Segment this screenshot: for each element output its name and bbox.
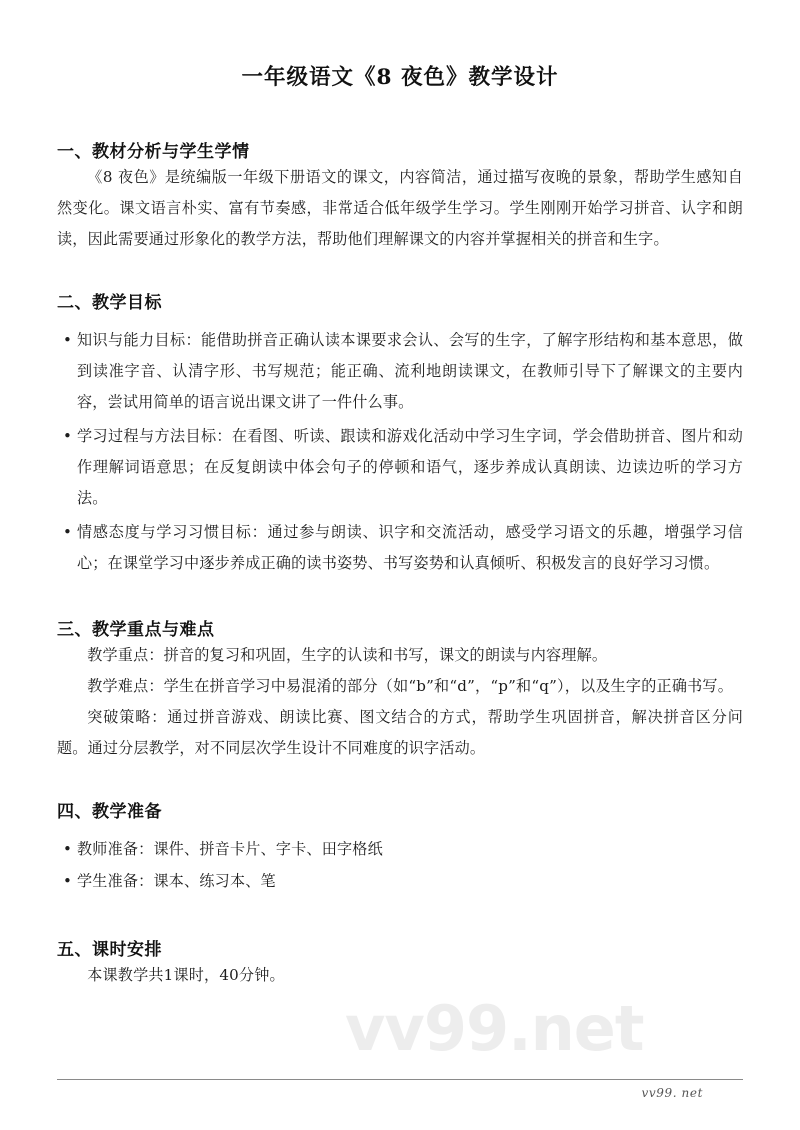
section-heading-schedule: 五、课时安排 [57, 940, 162, 960]
teaching-difficulty-paragraph: 教学难点：学生在拼音学习中易混淆的部分（如“b”和“d”，“p”和“q”），以及生字的正确书写。 [87, 677, 733, 695]
analysis-paragraph: 《8 夜色》是统编版一年级下册语文的课文，内容简洁，通过描写夜晚的景象，帮助学生感知自然变化。课文语言朴实、富有节奏感，非常适合低年级学生学习。学生刚刚开始学习拼音、认字和朗读，因此需要通过形象化的教学方法，帮助他们理解课文的内容并掌握相关的拼音和生字。 [57, 168, 743, 248]
preparation-list [57, 834, 743, 897]
teaching-focus-paragraph: 教学重点：拼音的复习和巩固，生字的认读和书写，课文的朗读与内容理解。 [87, 646, 608, 664]
breakthrough-strategy-paragraph: 突破策略：通过拼音游戏、朗读比赛、图文结合的方式，帮助学生巩固拼音，解决拼音区分问题。通过分层教学，对不同层次学生设计不同难度的识字活动。 [57, 708, 743, 757]
section-heading-objectives: 二、教学目标 [57, 293, 162, 313]
list-item: • 教师准备：课件、拼音卡片、字卡、田字格纸 [57, 834, 743, 865]
page-title: 一年级语文《8 夜色》教学设计 [241, 65, 559, 90]
list-item: • 学习过程与方法目标：在看图、听读、跟读和游戏化活动中学习生字词，学会借助拼音、图片和动作理解词语意思；在反复朗读中体会句子的停顿和语气，逐步养成认真朗读、边读边听的学习方法。 [57, 421, 743, 514]
footer-divider [57, 1079, 743, 1080]
section-heading-key-points: 三、教学重点与难点 [57, 620, 215, 640]
footer-site-label: vv99. net [641, 1086, 703, 1100]
objectives-list [57, 325, 743, 579]
page-footer [57, 1079, 743, 1100]
section-heading-analysis: 一、教材分析与学生学情 [57, 142, 250, 162]
list-item: • 学生准备：课本、练习本、笔 [57, 866, 743, 897]
watermark-vv99: vv99.net [345, 992, 644, 1065]
list-item: • 情感态度与学习习惯目标：通过参与朗读、识字和交流活动，感受学习语文的乐趣，增强学习信心；在课堂学习中逐步养成正确的读书姿势、书写姿势和认真倾听、积极发言的良好学习习惯。 [57, 517, 743, 579]
schedule-paragraph: 本课教学共1课时，40分钟。 [87, 966, 285, 984]
section-heading-preparation: 四、教学准备 [57, 802, 162, 822]
list-item: • 知识与能力目标：能借助拼音正确认读本课要求会认、会写的生字，了解字形结构和基本意思，做到读准字音、认清字形、书写规范；能正确、流利地朗读课文，在教师引导下了解课文的主要内容，尝试用简单的语言说出课文讲了一件什么事。 [57, 325, 743, 418]
